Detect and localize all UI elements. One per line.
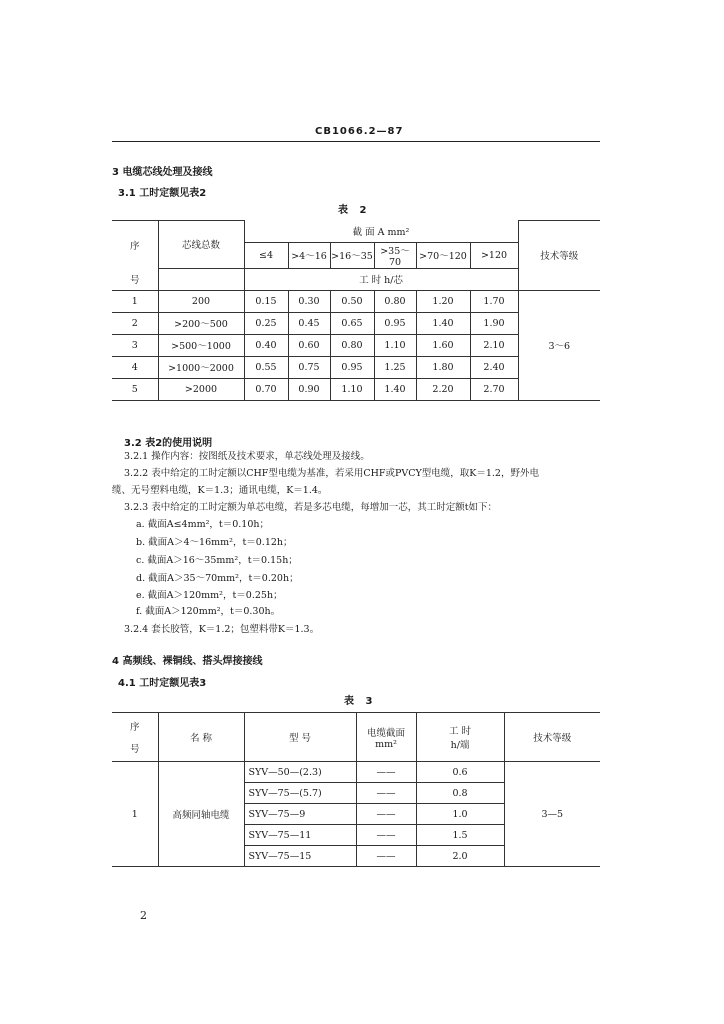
time-cell: 1.5 bbox=[416, 825, 504, 846]
time-cell: 1.0 bbox=[416, 804, 504, 825]
model-cell: SYV—50—(2.3) bbox=[244, 762, 356, 783]
cell: 0.40 bbox=[244, 334, 288, 356]
section-cell: —— bbox=[356, 783, 416, 804]
model-cell: SYV—75—(5.7) bbox=[244, 783, 356, 804]
table-3-no: 1 bbox=[112, 762, 158, 867]
table-3-header-seq: 序 号 bbox=[112, 713, 158, 762]
row-cores: >500～1000 bbox=[158, 334, 244, 356]
section-col-1: ≤4 bbox=[244, 242, 288, 268]
cell: 1.25 bbox=[374, 356, 416, 378]
table-2 bbox=[112, 220, 600, 401]
table-3-name: 高频同轴电缆 bbox=[158, 762, 244, 867]
table-2-header-seq: 序 bbox=[112, 221, 158, 269]
table-2-header-seq-2: 号 bbox=[112, 268, 158, 290]
model-cell: SYV—75—15 bbox=[244, 846, 356, 867]
paragraph-3-2-1: 3.2.1 操作内容：按图纸及技术要求，单芯线处理及接线。 bbox=[124, 451, 370, 462]
time-cell: 0.6 bbox=[416, 762, 504, 783]
row-no: 3 bbox=[112, 334, 158, 356]
section-3-heading: 3 电缆芯线处理及接线 bbox=[112, 167, 213, 178]
time-cell: 2.0 bbox=[416, 846, 504, 867]
row-no: 4 bbox=[112, 356, 158, 378]
paragraph-3-2-4: 3.2.4 套长胶管，K＝1.2；包塑料带K＝1.3。 bbox=[124, 624, 320, 635]
cell: 0.75 bbox=[288, 356, 330, 378]
table-2-header-cores: 芯线总数 bbox=[158, 221, 244, 269]
cell: 1.10 bbox=[374, 334, 416, 356]
list-item: a. 截面A≤4mm²，t＝0.10h； bbox=[136, 519, 269, 530]
table-3-header-techlevel: 技术等级 bbox=[504, 713, 600, 762]
model-cell: SYV—75—11 bbox=[244, 825, 356, 846]
standard-code: CB1066.2—87 bbox=[315, 126, 404, 137]
row-no: 2 bbox=[112, 312, 158, 334]
table-3-header-worktime-unit: h/端 bbox=[450, 740, 470, 751]
table-row bbox=[112, 762, 600, 783]
cell: 1.10 bbox=[330, 378, 374, 400]
cell: 2.40 bbox=[470, 356, 518, 378]
table-3-caption: 表 3 bbox=[344, 696, 377, 707]
cell: 0.80 bbox=[374, 290, 416, 312]
cell: 0.95 bbox=[374, 312, 416, 334]
cell: 0.95 bbox=[330, 356, 374, 378]
row-no: 5 bbox=[112, 378, 158, 400]
table-3-header-worktime: 工 时 h/端 bbox=[416, 713, 504, 762]
row-cores: >200～500 bbox=[158, 312, 244, 334]
cell: 1.40 bbox=[416, 312, 470, 334]
model-cell: SYV—75—9 bbox=[244, 804, 356, 825]
table-row bbox=[112, 290, 600, 312]
section-3-2-heading: 3.2 表2的使用说明 bbox=[124, 438, 213, 449]
cell: 1.60 bbox=[416, 334, 470, 356]
section-cell: —— bbox=[356, 804, 416, 825]
cell: 0.55 bbox=[244, 356, 288, 378]
cell: 2.20 bbox=[416, 378, 470, 400]
cell: 0.30 bbox=[288, 290, 330, 312]
time-cell: 0.8 bbox=[416, 783, 504, 804]
row-cores: 200 bbox=[158, 290, 244, 312]
cell: 0.60 bbox=[288, 334, 330, 356]
section-4-1-heading: 4.1 工时定额见表3 bbox=[118, 678, 207, 689]
header-rule bbox=[112, 141, 600, 142]
table-2-header-section: 截 面 A mm² bbox=[244, 221, 518, 243]
table-2-header-techlevel: 技术等级 bbox=[518, 221, 600, 291]
cell: 1.20 bbox=[416, 290, 470, 312]
table-2-header-worktime: 工 时 h/芯 bbox=[244, 268, 518, 290]
table-3-header-seq-2: 号 bbox=[129, 744, 140, 755]
cell: 0.25 bbox=[244, 312, 288, 334]
section-col-2: >4～16 bbox=[288, 242, 330, 268]
list-item: e. 截面A＞120mm²，t＝0.25h； bbox=[136, 590, 283, 601]
paragraph-3-2-2-line1: 3.2.2 表中给定的工时定额以CHF型电缆为基准，若采用CHF或PVCY型电缆，取K＝1.2，野外电 bbox=[124, 468, 539, 479]
section-col-5: >70～120 bbox=[416, 242, 470, 268]
list-item: f. 截面A＞120mm²，t＝0.30h。 bbox=[136, 606, 281, 617]
table-3-header-section-unit: mm² bbox=[375, 738, 397, 750]
table-3-header-name: 名 称 bbox=[158, 713, 244, 762]
cell: 2.10 bbox=[470, 334, 518, 356]
section-cell: —— bbox=[356, 762, 416, 783]
table-3-header-model: 型 号 bbox=[244, 713, 356, 762]
table-2-caption: 表 2 bbox=[338, 205, 371, 216]
table-3-header-section: 电缆截面 mm² bbox=[356, 713, 416, 762]
cell: 0.15 bbox=[244, 290, 288, 312]
list-item: b. 截面A＞4～16mm²，t＝0.12h； bbox=[136, 537, 293, 548]
cell: 1.90 bbox=[470, 312, 518, 334]
cell: 0.70 bbox=[244, 378, 288, 400]
list-item: d. 截面A＞35～70mm²，t＝0.20h； bbox=[136, 573, 299, 584]
page-number: 2 bbox=[140, 909, 147, 922]
table-2-header-cores-blank bbox=[158, 268, 244, 290]
row-no: 1 bbox=[112, 290, 158, 312]
table-2-techlevel-value: 3～6 bbox=[518, 290, 600, 400]
section-cell: —— bbox=[356, 825, 416, 846]
cell: 0.80 bbox=[330, 334, 374, 356]
section-cell: —— bbox=[356, 846, 416, 867]
section-col-6: >120 bbox=[470, 242, 518, 268]
cell: 0.65 bbox=[330, 312, 374, 334]
paragraph-3-2-3: 3.2.3 表中给定的工时定额为单芯电缆，若是多芯电缆，每增加一芯，其工时定额t如下： bbox=[124, 502, 498, 513]
cell: 1.40 bbox=[374, 378, 416, 400]
table-3-techlevel: 3—5 bbox=[504, 762, 600, 867]
list-item: c. 截面A＞16～35mm²，t＝0.15h； bbox=[136, 555, 298, 566]
paragraph-3-2-2-line2: 缆、无号塑料电缆，K＝1.3；通讯电缆，K＝1.4。 bbox=[112, 485, 328, 496]
cell: 0.90 bbox=[288, 378, 330, 400]
cell: 0.45 bbox=[288, 312, 330, 334]
section-3-1-heading: 3.1 工时定额见表2 bbox=[118, 188, 207, 199]
section-col-4: >35～70 bbox=[374, 242, 416, 268]
cell: 2.70 bbox=[470, 378, 518, 400]
cell: 1.70 bbox=[470, 290, 518, 312]
section-4-heading: 4 高频线、裸铜线、搭头焊接接线 bbox=[112, 656, 263, 667]
table-3 bbox=[112, 712, 600, 867]
section-col-3: >16～35 bbox=[330, 242, 374, 268]
cell: 0.50 bbox=[330, 290, 374, 312]
row-cores: >1000～2000 bbox=[158, 356, 244, 378]
row-cores: >2000 bbox=[158, 378, 244, 400]
cell: 1.80 bbox=[416, 356, 470, 378]
